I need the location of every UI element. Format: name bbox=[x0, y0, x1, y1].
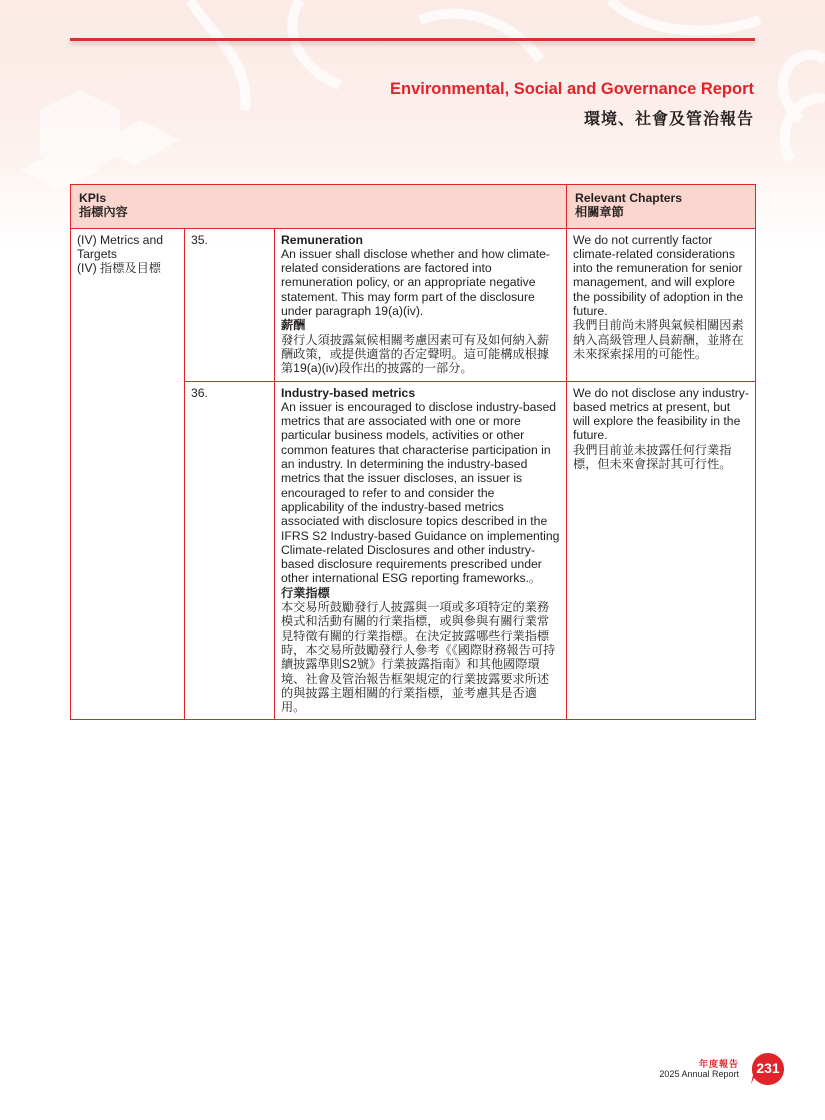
section-cell bbox=[71, 228, 185, 720]
kpi-body-en: An issuer is encouraged to disclose industry-based metrics that are associated with one or more particular business models, activities or other common features that characterise participation in an industry. In determining the industry-based metrics that the issuer discloses, an issuer is encouraged to refer to and consider the applicability of the industry-based metrics associated with disclosure topics described in the IFRS S2 Industry-based Guidance on implementing Climate-related Disclosures and other industry-based disclosure requirements prescribed under other international ESG reporting frameworks.。 bbox=[281, 399, 560, 586]
header-rule bbox=[70, 38, 755, 41]
table-row bbox=[71, 228, 756, 381]
report-title-en: Environmental, Social and Governance Report bbox=[389, 80, 754, 98]
section-label-en: (IV) Metrics and Targets bbox=[77, 232, 164, 261]
table-header-row bbox=[71, 185, 756, 229]
chapter-cell bbox=[567, 381, 756, 720]
kpi-body-zh: 本交易所鼓勵發行人披露與一項或多項特定的業務模式和活動有關的行業指標，或與參與有關行業常見特徵有關的行業指標。在決定披露哪些行業指標時，本交易所鼓勵發行人參考《《國際財務報告可持續披露準則S2號》行業披露指南》和其他國際環境、社會及管治報告框架規定的行業披露要求所述的與披露主題相關的行業指標，並考慮其是否適用。 bbox=[281, 600, 556, 715]
footer-report-label-zh: 年度報告 bbox=[698, 1059, 739, 1069]
kpi-body-en: An issuer shall disclose whether and how climate-related considerations are factored into remuneration policy, or an appropriate negative statement. This may form part of the disclosure under paragraph 19(a)(iv). bbox=[281, 246, 550, 319]
kpi-description-cell bbox=[275, 228, 567, 381]
chapter-text-zh: 我們目前並未披露任何行業指標，但未來會探討其可行性。 bbox=[573, 442, 732, 472]
footer-report-label-en: 2025 Annual Report bbox=[659, 1069, 739, 1079]
kpis-header-cell bbox=[71, 185, 567, 229]
chapter-text-en: We do not disclose any industry-based metrics at present, but will explore the feasibility in the future. bbox=[573, 385, 749, 443]
kpi-description-cell bbox=[275, 381, 567, 720]
kpi-title-zh: 薪酬 bbox=[281, 318, 306, 333]
kpi-number-cell: 36. bbox=[185, 381, 275, 720]
kpi-body-zh: 發行人須披露氣候相關考慮因素可有及如何納入薪酬政策，或提供適當的否定聲明。這可能構成根據第19(a)(iv)段作出的披露的一部分。 bbox=[281, 332, 550, 376]
kpi-title-zh: 行業指標 bbox=[281, 585, 330, 600]
kpis-header-zh: 指標內容 bbox=[79, 205, 128, 220]
kpi-table bbox=[70, 184, 756, 720]
kpi-number-cell: 35. bbox=[185, 228, 275, 381]
kpi-title-en: Industry-based metrics bbox=[281, 385, 416, 400]
chapter-cell bbox=[567, 228, 756, 381]
kpi-title-en: Remuneration bbox=[281, 232, 363, 247]
chapters-header-cell bbox=[567, 185, 756, 229]
section-label-zh: (IV) 指標及目標 bbox=[77, 261, 161, 276]
report-title-zh: 環境、社會及管治報告 bbox=[583, 111, 754, 128]
chapter-text-en: We do not currently factor climate-related considerations into the remuneration for senior management, and will explore the possibility of adoption in the future. bbox=[573, 232, 744, 319]
chapter-text-zh: 我們目前尚未將與氣候相關因素納入高級管理人員薪酬，並將在未來探索採用的可能性。 bbox=[573, 318, 744, 361]
page-number: 231 bbox=[756, 1060, 780, 1076]
kpis-header-en: KPIs bbox=[79, 191, 107, 205]
chapters-header-en: Relevant Chapters bbox=[575, 191, 683, 205]
chapters-header-zh: 相關章節 bbox=[575, 205, 624, 220]
